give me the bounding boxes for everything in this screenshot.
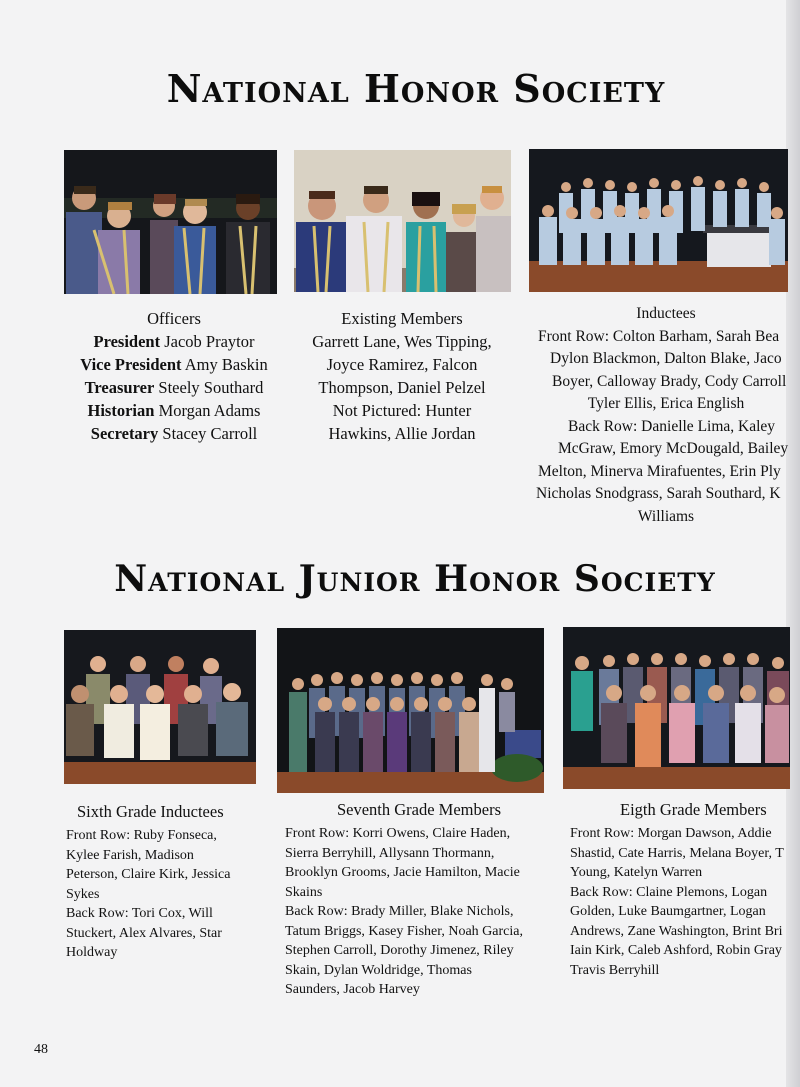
caption-line: Tyler Ellis, Erica English — [587, 395, 745, 412]
caption-line: Back Row: Claine Plemons, Logan — [570, 884, 768, 900]
seventh-grade-photo — [277, 628, 544, 793]
caption-line: Holdway — [66, 945, 118, 960]
officer-name: Amy Baskin — [184, 355, 268, 374]
caption-line: Boyer, Calloway Brady, Cody Carroll — [552, 372, 787, 390]
caption-line: Golden, Luke Baumgartner, Logan — [570, 904, 766, 919]
officers-photo — [64, 150, 277, 294]
caption-line: Front Row: Ruby Fonseca, — [66, 828, 217, 843]
eighth-grade-caption — [570, 798, 800, 980]
seventh-grade-title: Seventh Grade Members — [336, 800, 502, 819]
caption-line: Back Row: Danielle Lima, Kaley — [568, 417, 776, 435]
caption-line: Nicholas Snodgrass, Sarah Southard, K — [536, 485, 781, 502]
caption-line: Garrett Lane, Wes Tipping, — [312, 332, 492, 351]
sixth-grade-title: Sixth Grade Inductees — [77, 802, 224, 821]
officer-role: President — [93, 332, 161, 351]
caption-line: Brooklyn Grooms, Jacie Hamilton, Macie — [285, 865, 520, 880]
inductees-title: Inductees — [636, 305, 696, 322]
caption-line: Front Row: Morgan Dawson, Addie — [570, 826, 772, 841]
existing-members-caption — [286, 307, 518, 445]
officer-row — [64, 353, 284, 376]
officer-role: Treasurer — [84, 378, 155, 397]
officer-name: Stacey Carroll — [162, 424, 258, 443]
caption-line: Back Row: Brady Miller, Blake Nichols, — [285, 904, 514, 919]
caption-line: Tatum Briggs, Kasey Fisher, Noah Garcia, — [285, 923, 523, 939]
caption-line: Hawkins, Allie Jordan — [328, 424, 476, 443]
officer-row — [64, 399, 284, 422]
officer-name: Morgan Adams — [158, 401, 261, 420]
caption-line: Stuckert, Alex Alvares, Star — [66, 925, 222, 941]
caption-line: Kylee Farish, Madison — [66, 847, 194, 863]
caption-line: Shastid, Cate Harris, Melana Boyer, T — [570, 845, 784, 861]
caption-line: Peterson, Claire Kirk, Jessica — [66, 867, 231, 882]
inductees-photo — [529, 149, 788, 292]
caption-line: Joyce Ramirez, Falcon — [326, 355, 478, 374]
officer-name: Steely Southard — [158, 378, 264, 397]
caption-line: Skains — [285, 884, 323, 900]
caption-line: Front Row: Korri Owens, Claire Haden, — [285, 826, 511, 841]
officer-role: Secretary — [90, 424, 159, 443]
officers-title: Officers — [147, 309, 201, 328]
seventh-grade-caption — [285, 798, 553, 1000]
caption-line: Sierra Berryhill, Allysann Thormann, — [285, 845, 495, 861]
caption-line: McGraw, Emory McDougald, Bailey — [558, 440, 789, 457]
officer-row — [64, 330, 284, 353]
caption-line: Travis Berryhill — [570, 962, 660, 978]
caption-line: Stephen Carroll, Dorothy Jimenez, Riley — [285, 943, 514, 958]
officer-role: Vice President — [80, 355, 182, 374]
caption-line: Skain, Dylan Woldridge, Thomas — [285, 962, 472, 978]
caption-line: Sykes — [66, 886, 100, 902]
caption-line: Williams — [637, 507, 695, 525]
existing-members-title: Existing Members — [341, 309, 463, 328]
nhs-heading: National Honor Society — [166, 66, 666, 111]
caption-line: Front Row: Colton Barham, Sarah Bea — [538, 327, 780, 345]
sixth-grade-caption — [66, 800, 276, 963]
caption-line: Back Row: Tori Cox, Will — [66, 906, 213, 921]
page-number: 48 — [34, 1042, 48, 1057]
njhs-heading: National Junior Honor Society — [114, 558, 716, 600]
eighth-grade-title: Eigth Grade Members — [620, 800, 767, 819]
caption-line: Not Pictured: Hunter — [332, 401, 472, 420]
caption-line: Iain Kirk, Caleb Ashford, Robin Gray — [570, 943, 782, 958]
caption-line: Melton, Minerva Mirafuentes, Erin Ply — [538, 462, 781, 480]
sixth-grade-photo — [64, 630, 256, 784]
existing-members-photo — [294, 150, 511, 292]
caption-line: Andrews, Zane Washington, Brint Bri — [570, 923, 783, 939]
officer-row — [64, 422, 284, 445]
officer-role: Historian — [87, 401, 155, 420]
officer-name: Jacob Praytor — [164, 332, 255, 351]
officers-caption — [64, 307, 284, 445]
eighth-grade-photo — [563, 627, 790, 789]
caption-line: Saunders, Jacob Harvey — [285, 982, 420, 997]
caption-line: Thompson, Daniel Pelzel — [318, 378, 486, 397]
caption-line: Young, Katelyn Warren — [570, 865, 703, 880]
caption-line: Dylon Blackmon, Dalton Blake, Jaco — [550, 350, 782, 367]
inductees-caption — [532, 303, 800, 528]
officer-row — [64, 376, 284, 399]
